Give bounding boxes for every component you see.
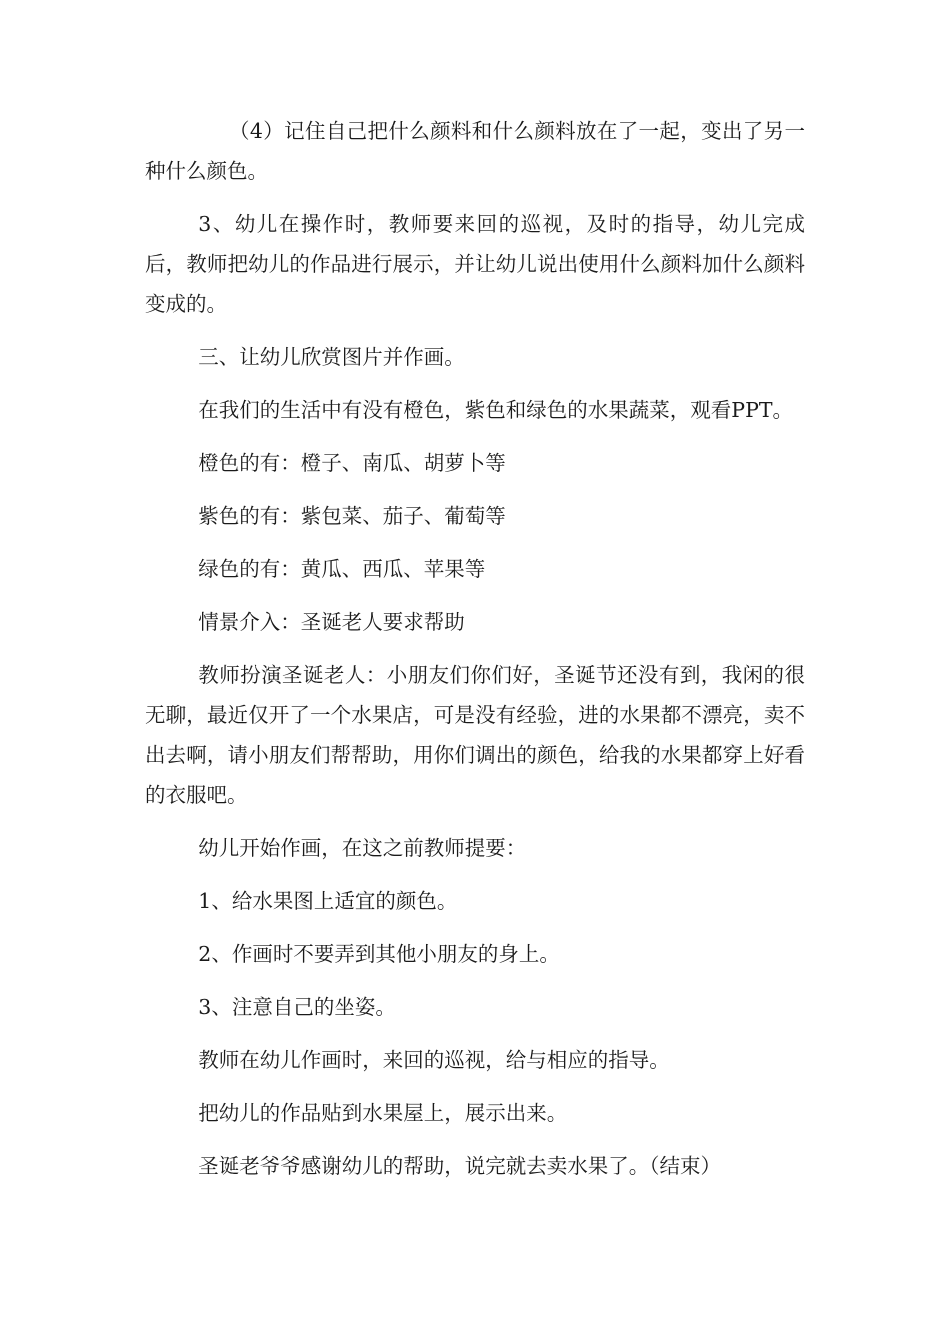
document-body xyxy=(145,111,805,1199)
paragraph-watch-ppt: 在我们的生活中有没有橙色，紫色和绿色的水果蔬菜，观看PPT。 xyxy=(198,398,794,422)
paragraph-santa-roleplay: 教师扮演圣诞老人：小朋友们你们好，圣诞节还没有到，我闲的很无聊，最近仅开了一个水果店，可是没有经验，进的水果都不漂亮，卖不出去啊，请小朋友们帮帮助，用你们调出的颜色，给我的水果都穿上好看的衣服吧。 xyxy=(145,663,805,807)
paragraph-teacher-guidance: 3、幼儿在操作时，教师要来回的巡视，及时的指导，幼儿完成后，教师把幼儿的作品进行展示，并让幼儿说出使用什么颜料加什么颜料变成的。 xyxy=(145,212,805,316)
paragraph-ending: 圣诞老爷爷感谢幼儿的帮助，说完就去卖水果了。（结束） xyxy=(198,1154,722,1178)
list-item-purple: 紫色的有：紫包菜、茄子、葡萄等 xyxy=(198,504,506,528)
section-heading-appreciate-pictures: 三、让幼儿欣赏图片并作画。 xyxy=(198,345,465,369)
list-item-rule-1: 1、给水果图上适宜的颜色。 xyxy=(198,889,458,913)
list-item-green: 绿色的有：黄瓜、西瓜、苹果等 xyxy=(198,557,486,581)
list-item-rule-3: 3、注意自己的坐姿。 xyxy=(198,995,396,1019)
list-item-rule-2: 2、作画时不要弄到其他小朋友的身上。 xyxy=(198,942,560,966)
paragraph-start-painting: 幼儿开始作画，在这之前教师提要： xyxy=(198,836,527,860)
list-item-orange: 橙色的有：橙子、南瓜、胡萝卜等 xyxy=(198,451,506,475)
paragraph-teacher-patrol: 教师在幼儿作画时，来回的巡视，给与相应的指导。 xyxy=(198,1048,670,1072)
paragraph-scenario-intro: 情景介入：圣诞老人要求帮助 xyxy=(198,610,465,634)
paragraph-display-works: 把幼儿的作品贴到水果屋上，展示出来。 xyxy=(198,1101,568,1125)
paragraph-step-4-remember-colors: （4）记住自己把什么颜料和什么颜料放在了一起，变出了另一种什么颜色。 xyxy=(145,119,805,183)
